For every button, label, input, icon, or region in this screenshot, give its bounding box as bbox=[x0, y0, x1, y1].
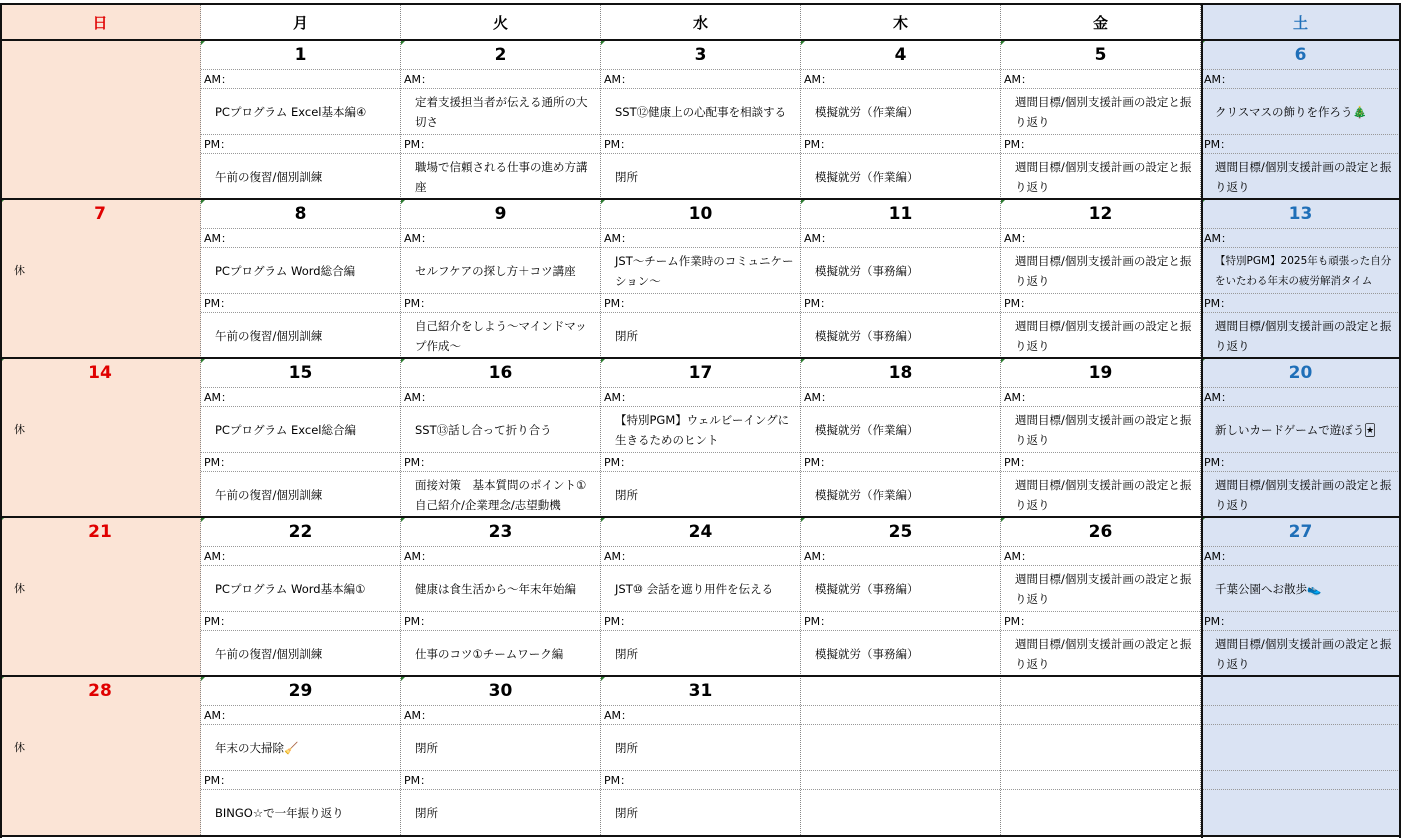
pm-activity bbox=[801, 630, 1000, 676]
empty-slot-label bbox=[1201, 770, 1400, 789]
activity-text: 新しいカードゲームで遊ぼう🃏 bbox=[1215, 422, 1377, 437]
pm-label: PM： bbox=[801, 293, 1000, 312]
am-label: AM： bbox=[801, 228, 1000, 247]
grid-line bbox=[0, 675, 1401, 677]
am-label: AM： bbox=[801, 546, 1000, 565]
pm-label: PM： bbox=[1001, 293, 1200, 312]
closed-day-label: 休 bbox=[14, 741, 25, 754]
activity-text: 模擬就労（作業編） bbox=[815, 422, 919, 437]
am-activity bbox=[601, 88, 800, 134]
weekday-header-sunday: 日 bbox=[0, 4, 201, 40]
day-cell bbox=[201, 358, 401, 517]
am-label: AM： bbox=[1201, 387, 1400, 406]
am-label: AM： bbox=[401, 546, 600, 565]
am-activity bbox=[1001, 724, 1200, 770]
activity-text: 模擬就労（作業編） bbox=[815, 487, 919, 502]
day-cell bbox=[401, 358, 601, 517]
activity-text: BINGO☆で一年振り返り bbox=[215, 805, 344, 820]
empty-slot-label bbox=[1001, 770, 1200, 789]
calendar-week-4 bbox=[0, 517, 1401, 676]
am-label: AM： bbox=[401, 705, 600, 724]
pm-activity bbox=[1201, 471, 1400, 517]
pm-activity bbox=[201, 153, 400, 199]
am-activity bbox=[1001, 565, 1200, 611]
empty-slot-label bbox=[801, 705, 1000, 724]
activity-text: 【特別PGM】ウェルビーイングに生きるためのヒント bbox=[615, 412, 790, 447]
pm-activity bbox=[1001, 789, 1200, 835]
activity-text: 閉所 bbox=[615, 805, 638, 820]
am-activity bbox=[801, 565, 1000, 611]
pm-label: PM： bbox=[601, 293, 800, 312]
pm-activity bbox=[1201, 153, 1400, 199]
closed-day-label: 休 bbox=[14, 264, 25, 277]
day-cell bbox=[801, 40, 1001, 199]
day-cell bbox=[201, 199, 401, 358]
am-label: AM： bbox=[601, 705, 800, 724]
activity-text: PCプログラム Word総合編 bbox=[215, 263, 356, 278]
activity-text: 閉所 bbox=[615, 487, 638, 502]
day-number: 9 bbox=[494, 203, 507, 224]
day-number: 6 bbox=[1294, 44, 1307, 65]
pm-activity bbox=[1201, 312, 1400, 358]
weekday-header bbox=[0, 4, 1401, 40]
am-label: AM： bbox=[801, 387, 1000, 406]
am-activity bbox=[1201, 724, 1400, 770]
activity-text: 模擬就労（事務編） bbox=[815, 581, 919, 596]
day-number: 11 bbox=[888, 203, 913, 224]
activity-text: PCプログラム Excel基本編④ bbox=[215, 104, 367, 119]
am-activity bbox=[401, 565, 600, 611]
pm-label: PM： bbox=[801, 611, 1000, 630]
activity-text: 模擬就労（事務編） bbox=[815, 263, 919, 278]
calendar-week-3 bbox=[0, 358, 1401, 517]
pm-activity bbox=[401, 789, 600, 835]
activity-text: クリスマスの飾りを作ろう🎄 bbox=[1215, 104, 1367, 119]
pm-activity bbox=[401, 471, 600, 517]
am-label: AM： bbox=[201, 387, 400, 406]
grid-line bbox=[0, 198, 1401, 200]
pm-activity bbox=[201, 471, 400, 517]
am-label: AM： bbox=[201, 69, 400, 88]
am-activity bbox=[801, 406, 1000, 452]
am-activity bbox=[1001, 88, 1200, 134]
closed-day-label: 休 bbox=[14, 582, 25, 595]
activity-text: 閉所 bbox=[415, 740, 438, 755]
day-cell bbox=[1201, 676, 1401, 835]
day-cell bbox=[201, 40, 401, 199]
weekday-header-friday: 金 bbox=[1001, 4, 1201, 40]
day-number: 21 bbox=[88, 521, 112, 542]
activity-text: 午前の復習/個別訓練 bbox=[215, 487, 323, 502]
pm-activity bbox=[1001, 312, 1200, 358]
pm-label: PM： bbox=[601, 134, 800, 153]
day-number bbox=[801, 676, 1000, 705]
activity-text: PCプログラム Excel総合編 bbox=[215, 422, 356, 437]
pm-label: PM： bbox=[1201, 134, 1400, 153]
pm-activity bbox=[601, 471, 800, 517]
am-activity bbox=[201, 724, 400, 770]
activity-text: SST⑬話し合って折り合う bbox=[415, 422, 552, 437]
am-label: AM： bbox=[401, 387, 600, 406]
activity-text: 千葉公園へお散歩👟 bbox=[1215, 581, 1322, 596]
activity-text: 仕事のコツ①チームワーク編 bbox=[415, 646, 564, 661]
calendar-week-2 bbox=[0, 199, 1401, 358]
day-number: 27 bbox=[1288, 521, 1313, 542]
activity-text: 週間目標/個別支援計画の設定と振り返り bbox=[1215, 477, 1392, 512]
day-cell bbox=[1201, 517, 1401, 676]
am-label: AM： bbox=[601, 387, 800, 406]
activity-text: 自己紹介をしよう～マインドマップ作成～ bbox=[415, 318, 587, 353]
activity-text: 午前の復習/個別訓練 bbox=[215, 646, 323, 661]
day-cell bbox=[401, 676, 601, 835]
am-activity bbox=[601, 406, 800, 452]
day-cell bbox=[601, 676, 801, 835]
pm-label: PM： bbox=[1201, 611, 1400, 630]
activity-text: 閉所 bbox=[615, 169, 638, 184]
day-number: 22 bbox=[288, 521, 313, 542]
am-activity bbox=[601, 724, 800, 770]
am-activity bbox=[201, 406, 400, 452]
day-cell bbox=[1201, 40, 1401, 199]
day-number: 16 bbox=[488, 362, 513, 383]
day-cell bbox=[1001, 517, 1201, 676]
am-activity bbox=[1201, 406, 1400, 452]
day-number: 23 bbox=[488, 521, 513, 542]
day-cell bbox=[401, 40, 601, 199]
pm-activity bbox=[201, 312, 400, 358]
day-number bbox=[1201, 676, 1400, 705]
pm-activity bbox=[1001, 630, 1200, 676]
pm-label: PM： bbox=[401, 134, 600, 153]
am-activity bbox=[601, 565, 800, 611]
activity-text: SST⑫健康上の心配事を相談する bbox=[615, 104, 787, 119]
grid-line bbox=[0, 835, 1401, 837]
closed-day-label: 休 bbox=[14, 423, 25, 436]
day-cell bbox=[1201, 199, 1401, 358]
activity-text: 閉所 bbox=[615, 740, 638, 755]
activity-text: 面接対策 基本質問のポイント①自己紹介/企業理念/志望動機 bbox=[415, 477, 587, 512]
day-cell bbox=[401, 199, 601, 358]
am-label: AM： bbox=[601, 546, 800, 565]
pm-label: PM： bbox=[201, 452, 400, 471]
am-activity bbox=[601, 247, 800, 293]
pm-activity bbox=[201, 789, 400, 835]
day-number: 31 bbox=[688, 680, 713, 701]
activity-text: 模擬就労（作業編） bbox=[815, 169, 919, 184]
activity-text: 職場で信頼される仕事の進め方講座 bbox=[415, 159, 588, 194]
day-cell bbox=[1001, 199, 1201, 358]
day-cell bbox=[201, 676, 401, 835]
day-number: 20 bbox=[1288, 362, 1313, 383]
day-number bbox=[1001, 676, 1200, 705]
pm-activity bbox=[1201, 789, 1400, 835]
am-label: AM： bbox=[1001, 228, 1200, 247]
pm-activity bbox=[1201, 630, 1400, 676]
day-cell bbox=[401, 517, 601, 676]
day-cell bbox=[801, 358, 1001, 517]
day-number bbox=[0, 40, 200, 69]
pm-label: PM： bbox=[201, 611, 400, 630]
am-activity bbox=[201, 565, 400, 611]
day-cell bbox=[1201, 358, 1401, 517]
pm-label: PM： bbox=[401, 293, 600, 312]
pm-activity bbox=[401, 153, 600, 199]
grid-line bbox=[0, 39, 1401, 41]
sunday-cell bbox=[0, 676, 201, 835]
grid-line bbox=[0, 4, 2, 838]
am-label: AM： bbox=[201, 546, 400, 565]
day-number: 29 bbox=[288, 680, 313, 701]
pm-label: PM： bbox=[201, 770, 400, 789]
sunday-cell bbox=[0, 358, 201, 517]
sunday-cell bbox=[0, 517, 201, 676]
am-label: AM： bbox=[601, 228, 800, 247]
weekday-header-saturday: 土 bbox=[1201, 4, 1401, 40]
am-label: AM： bbox=[1201, 69, 1400, 88]
pm-activity bbox=[801, 789, 1000, 835]
activity-text: 週間目標/個別支援計画の設定と振り返り bbox=[1015, 636, 1192, 671]
calendar-week-5 bbox=[0, 676, 1401, 835]
activity-text: 週間目標/個別支援計画の設定と振り返り bbox=[1015, 412, 1192, 447]
empty-slot-label bbox=[1201, 705, 1400, 724]
am-activity bbox=[401, 406, 600, 452]
am-label: AM： bbox=[1001, 387, 1200, 406]
pm-activity bbox=[801, 471, 1000, 517]
pm-activity bbox=[601, 789, 800, 835]
day-number: 19 bbox=[1088, 362, 1113, 383]
pm-label: PM： bbox=[201, 134, 400, 153]
activity-text: 週間目標/個別支援計画の設定と振り返り bbox=[1015, 94, 1192, 129]
pm-label: PM： bbox=[601, 611, 800, 630]
calendar-week-1 bbox=[0, 40, 1401, 199]
day-number: 24 bbox=[688, 521, 713, 542]
pm-label: PM： bbox=[401, 770, 600, 789]
pm-label: PM： bbox=[1001, 134, 1200, 153]
day-cell bbox=[1001, 676, 1201, 835]
day-number: 7 bbox=[94, 203, 106, 224]
day-cell bbox=[1001, 358, 1201, 517]
pm-activity bbox=[201, 630, 400, 676]
day-cell bbox=[601, 517, 801, 676]
pm-label: PM： bbox=[401, 452, 600, 471]
activity-text: 【特別PGM】2025年も頑張った自分をいたわる年末の疲労解消タイム bbox=[1215, 254, 1392, 287]
pm-activity bbox=[601, 312, 800, 358]
day-number: 5 bbox=[1094, 44, 1107, 65]
pm-activity bbox=[1001, 153, 1200, 199]
activity-text: 週間目標/個別支援計画の設定と振り返り bbox=[1015, 318, 1192, 353]
day-number: 17 bbox=[688, 362, 713, 383]
activity-text: JST～チーム作業時のコミュニケーション～ bbox=[615, 253, 794, 288]
activity-text: 健康は食生活から～年末年始編 bbox=[415, 581, 576, 596]
activity-text: 週間目標/個別支援計画の設定と振り返り bbox=[1015, 571, 1192, 606]
sunday-cell bbox=[0, 40, 201, 199]
pm-label: PM： bbox=[1001, 452, 1200, 471]
pm-label: PM： bbox=[801, 134, 1000, 153]
day-number: 30 bbox=[488, 680, 513, 701]
empty-slot-label bbox=[1001, 705, 1200, 724]
pm-activity bbox=[1001, 471, 1200, 517]
grid-line bbox=[0, 3, 1401, 5]
pm-activity bbox=[801, 312, 1000, 358]
pm-label: PM： bbox=[201, 293, 400, 312]
activity-text: 年末の大掃除🧹 bbox=[215, 740, 299, 755]
activity-text: 閉所 bbox=[615, 328, 638, 343]
activity-text: 模擬就労（事務編） bbox=[815, 328, 919, 343]
am-activity bbox=[801, 724, 1000, 770]
am-label: AM： bbox=[201, 705, 400, 724]
day-number: 25 bbox=[888, 521, 913, 542]
am-activity bbox=[201, 88, 400, 134]
pm-activity bbox=[401, 630, 600, 676]
day-cell bbox=[601, 358, 801, 517]
day-number: 13 bbox=[1288, 203, 1313, 224]
am-activity bbox=[1001, 247, 1200, 293]
activity-text: 模擬就労（事務編） bbox=[815, 646, 919, 661]
pm-activity bbox=[601, 630, 800, 676]
day-cell bbox=[201, 517, 401, 676]
pm-label: PM： bbox=[601, 770, 800, 789]
pm-label: PM： bbox=[1201, 452, 1400, 471]
weekday-header-tuesday: 火 bbox=[401, 4, 601, 40]
activity-text: 週間目標/個別支援計画の設定と振り返り bbox=[1215, 159, 1392, 194]
day-cell bbox=[601, 199, 801, 358]
weekday-header-wednesday: 水 bbox=[601, 4, 801, 40]
pm-label: PM： bbox=[1001, 611, 1200, 630]
day-number: 14 bbox=[88, 362, 112, 383]
am-activity bbox=[1201, 565, 1400, 611]
am-activity bbox=[201, 247, 400, 293]
day-number: 26 bbox=[1088, 521, 1113, 542]
am-label: AM： bbox=[1201, 546, 1400, 565]
am-activity bbox=[1201, 247, 1400, 293]
pm-activity bbox=[601, 153, 800, 199]
day-cell bbox=[1001, 40, 1201, 199]
day-number: 3 bbox=[694, 44, 707, 65]
pm-activity bbox=[801, 153, 1000, 199]
am-activity bbox=[401, 724, 600, 770]
activity-text: 閉所 bbox=[415, 805, 438, 820]
activity-text: JST⑩ 会話を遮り用件を伝える bbox=[615, 581, 774, 596]
day-number: 10 bbox=[688, 203, 713, 224]
activity-text: 定着支援担当者が伝える通所の大切さ bbox=[415, 94, 588, 129]
activity-text: 週間目標/個別支援計画の設定と振り返り bbox=[1015, 477, 1192, 512]
am-activity bbox=[401, 247, 600, 293]
day-cell bbox=[801, 676, 1001, 835]
grid-line bbox=[0, 516, 1401, 518]
am-label: AM： bbox=[1001, 546, 1200, 565]
am-label: AM： bbox=[401, 228, 600, 247]
grid-line bbox=[1399, 4, 1401, 838]
am-activity bbox=[801, 247, 1000, 293]
activity-text: 午前の復習/個別訓練 bbox=[215, 328, 323, 343]
day-number: 4 bbox=[894, 44, 907, 65]
day-cell bbox=[801, 517, 1001, 676]
am-label: AM： bbox=[1001, 69, 1200, 88]
day-number: 18 bbox=[888, 362, 913, 383]
pm-label: PM： bbox=[401, 611, 600, 630]
am-label: AM： bbox=[601, 69, 800, 88]
day-number: 2 bbox=[494, 44, 507, 65]
activity-text: 週間目標/個別支援計画の設定と振り返り bbox=[1215, 636, 1392, 671]
activity-text: 週間目標/個別支援計画の設定と振り返り bbox=[1015, 253, 1192, 288]
am-activity bbox=[801, 88, 1000, 134]
pm-label: PM： bbox=[601, 452, 800, 471]
am-label: AM： bbox=[401, 69, 600, 88]
activity-text: 週間目標/個別支援計画の設定と振り返り bbox=[1215, 318, 1392, 353]
am-label: AM： bbox=[1201, 228, 1400, 247]
day-number: 1 bbox=[294, 44, 307, 65]
closed-day-label bbox=[0, 88, 200, 134]
empty-slot-label bbox=[801, 770, 1000, 789]
weekday-header-thursday: 木 bbox=[801, 4, 1001, 40]
am-activity bbox=[1201, 88, 1400, 134]
grid-line bbox=[1201, 4, 1203, 838]
pm-activity bbox=[401, 312, 600, 358]
sunday-cell bbox=[0, 199, 201, 358]
day-number: 8 bbox=[294, 203, 307, 224]
pm-label: PM： bbox=[801, 452, 1000, 471]
activity-text: セルフケアの探し方＋コツ講座 bbox=[415, 263, 576, 278]
am-activity bbox=[401, 88, 600, 134]
activity-text: 閉所 bbox=[615, 646, 638, 661]
day-number: 12 bbox=[1088, 203, 1113, 224]
activity-text: 週間目標/個別支援計画の設定と振り返り bbox=[1015, 159, 1192, 194]
pm-label: PM： bbox=[1201, 293, 1400, 312]
activity-text: PCプログラム Word基本編① bbox=[215, 581, 366, 596]
day-cell bbox=[801, 199, 1001, 358]
am-label: AM： bbox=[201, 228, 400, 247]
grid-line bbox=[0, 357, 1401, 359]
weekday-header-monday: 月 bbox=[201, 4, 401, 40]
activity-text: 午前の復習/個別訓練 bbox=[215, 169, 323, 184]
activity-text: 模擬就労（作業編） bbox=[815, 104, 919, 119]
day-cell bbox=[601, 40, 801, 199]
day-number: 28 bbox=[88, 680, 112, 701]
am-activity bbox=[1001, 406, 1200, 452]
day-number: 15 bbox=[288, 362, 313, 383]
am-label: AM： bbox=[801, 69, 1000, 88]
